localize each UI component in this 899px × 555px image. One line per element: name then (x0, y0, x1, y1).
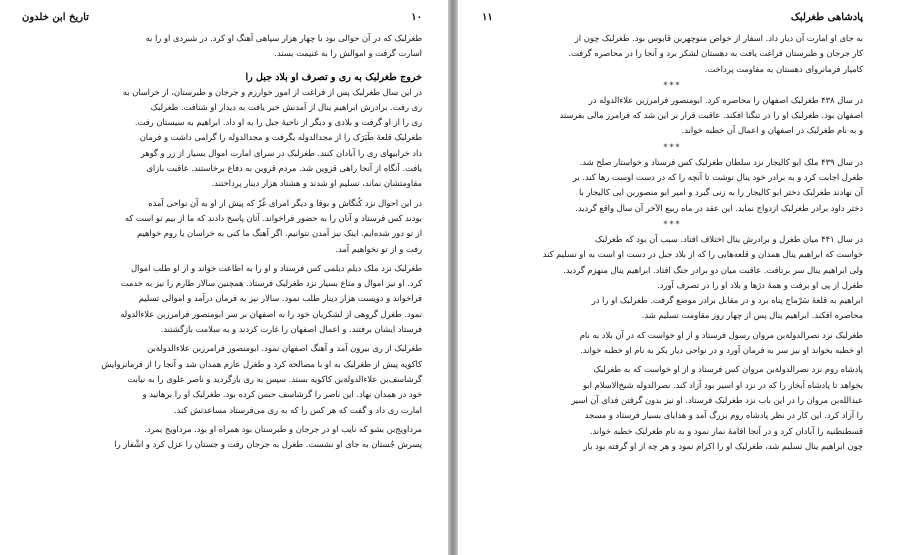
right-page (458, 0, 899, 555)
paragraph: در این سال طغرلبک پس از فراغت از امور خوارزم و جرجان و طبرستان، از خراسان به ری رفت. برادرش ابراهیم ینال از آمدنش خبر یافت به دیدار او شتافت. طغرلبک ری را از او گرفت و بلادی و دیگر از ناحیهٔ جبل را به او داد. ابراهیم به سیستان رفت. طغرلبک قلعهٔ طَبَرَک را از مجدالدوله بگرفت و مجدالدوله را گرامی داشت و فرمان داد خرابیهای ری را آبادان کنند. طغرلبک در سرای امارت اموال بسیار از زر و گوهر یافت. آنگاه از آنجا راهی قزوین شد. مردم قزوین به دفاع برخاستند. عاقبت بازای مقاومتشان نماند، تسلیم او شدند و هشتاد هزار دینار پرداختند. (122, 86, 422, 189)
page-number: ۱۰ (411, 12, 422, 23)
running-title: تاریخ ابن خلدون (22, 12, 89, 23)
running-title: پادشاهی طغرلبک (790, 12, 863, 23)
paragraph: طغرلبک از ری بیرون آمد و آهنگ اصفهان نمود. ابومنصور فرامرزبن علاءالدولةبن کاکویه پیش از طغرلبک به او با مصالحه کرد و طغرل عازم همدان شد و آنجا را از فرمانروایش گرشاسف‌بن علاءالدولةبن کاکویه بستد. سپس به ری بازگردید و ناصر علوی را به نیابت خود در همدان نهاد. این ناصر را گرشاسف حبس کرده بود. طغرلبک او را برهانید و امارت ری داد و گفت که هر کس را که به ری می‌فرستاد مساعدتش کند. (101, 343, 422, 415)
paragraph: به جای او امارت آن دیار داد. اسفار از خواص منوچهربن قابوس بود. طغرلبک چون از کار جرجان و طبرستان فراغت یافت به دهستان لشکر برد و آنجا را در محاصره گرفت. کامیار فرمانروای دهستان به مقاومت پرداخت. (568, 33, 863, 74)
paragraph: طغرلبک که در آن حوالی بود با چهار هزار سپاهی آهنگ او کرد. در شبردی او را به اسارت گرفت و اموالش را به غنیمت بستد. (145, 33, 422, 59)
section-separator: *** (663, 142, 682, 152)
paragraph: مرداویج‌بن بشو که نایب او در جرجان و طبرستان بود همراه او بود. مرداویج بمرد. پسرش جُستان به جای او نشست. طغرل به جرجان رفت و جستان را عزل کرد و اشْفار را (114, 423, 422, 450)
right-page-header (482, 12, 863, 23)
paragraph: طغرلبک نزد ملک دیلم دیلمی کس فرستاد و او را به اطاعت خواند و از او طلب اموال کرد. او نیز اموال و متاع بسیار نزد طغرلبک فرستاد. همچنین سالار طارم را نیز به خدمت فراخواند و دویست هزار دینار طلب نمود. سالار نیز به فرمان درآمد و اموالی تسلیم نمود. طغرل گروهی از لشکریان خود را به اصفهان بر سر ابومنصور فرامرزبن علاءالدوله فرستاد ایشان برفتند. و اعمال اصفهان را غارت کردند و به سلامت بازگشتند. (120, 262, 422, 335)
paragraph: در سال ۴۴۱ میان طغرل و برادرش ینال اختلاف افتاد. سبب آن بود که طغرلبک خواست که ابراهیم ینال همدان و قلعه‌هایی را که از بلاد جبل در دست او است به او تسلیم کند ولی ابراهیم ینال سر برتافت. عاقبت میان دو برادر جنگ افتاد. ابراهیم ینال منهزم گردید. طغرل از پی او برفت و همهٔ دژها و بلاد او را در تصرف آورد. ابراهیم به قلعهٔ سَرْماج پناه برد و در مقابل برادر موضع گرفت. طغرلبک او را در محاصره افکند. ابراهیم ینال پس از چهار روز مقاومت تسلیم شد. (542, 233, 863, 321)
paragraph: طغرلبک نزد نصرالدولةبن مروان رسول فرستاد و از او خواست که در آن بلاد به نام او خطبه بخواند او نیز سر به فرمان آورد و در نواحی دیار بکر به نام او خطبه خواند. (579, 329, 863, 356)
paragraph: در این احوال نزد کُنگاش و بوقا و دیگر امرای غُزّ که پیش از او به آن نواحی آمده بودند کس فرستاد و آنان را به حضور فراخواند. آنان پاسخ دادند که ما از بیم تو است که از تو دور شده‌ایم. اینک نیز آمدن نتوانیم. اگر آهنگ ما کنی به خراسان یا روم خواهیم رفت و از تو نخواهیم آمد. (124, 197, 422, 254)
left-page (0, 0, 448, 555)
paragraph: در سال ۴۳۸ طغرلبک اصفهان را محاصره کرد. ابومنصور فرامرزبن علاءالدوله در اصفهان بود. طغرلبک او را در تنگنا افکند. عاقبت قرار بر این شد که فرامرز مالی بفرستد و به نام طغرلبک در اصفهان و اعمال آن خطبه خواند. (559, 94, 863, 136)
section-separator: *** (663, 80, 682, 90)
section-heading: خروج طغرلبک به ری و تصرف او بلاد جبل را (245, 71, 422, 83)
left-page-header (22, 12, 422, 23)
section-separator: *** (663, 219, 682, 229)
paragraph: پادشاه روم نزد نصرالدولةبن مروان کس فرستاد و از او خواست که به طغرلبک بخواهد تا پادشاه اَبخاز را که در نزد او اسیر بود آزاد کند. نصرالدوله شیخ‌الاسلام ابو عبدالله‌بن مروان را در این باب نزد طغرلبک فرستاد. او نیز بدون گرفتن فدای آن اسیر را آزاد کرد. این کار در نظر پادشاه روم بزرگ آمد و هدایای بسیار فرستاد و مسجد قسطنطنیه را آبادان کرد و در آنجا اقامهٔ نماز نمود و به نام طغرلبک خطبه خواند. چون ابراهیم ینال تسلیم شد، طغرلبک او را اکرام نمود و هر چه از او گرفته بود باز (571, 364, 863, 451)
book-gutter (448, 0, 458, 555)
paragraph: در سال ۴۳۹ ملک ابو کالیجار نزد سلطان طغرلبک کس فرستاد و خواستار صلح شد. طغرل اجابت کرد و به برادر خود ینال نوشت تا آنچه را که در دست اوست رها کند. بر آن نهادند طغرلبک دختر ابو کالیجار را به زنی گیرد و امیر ابو منصوربن ابی کالیجار با دختر داود برادر طغرلبک ازدواج نماید. این عقد در ماه ربیع الآخر آن سال واقع گردید. (572, 156, 863, 213)
page-number: ۱۱ (482, 12, 493, 23)
